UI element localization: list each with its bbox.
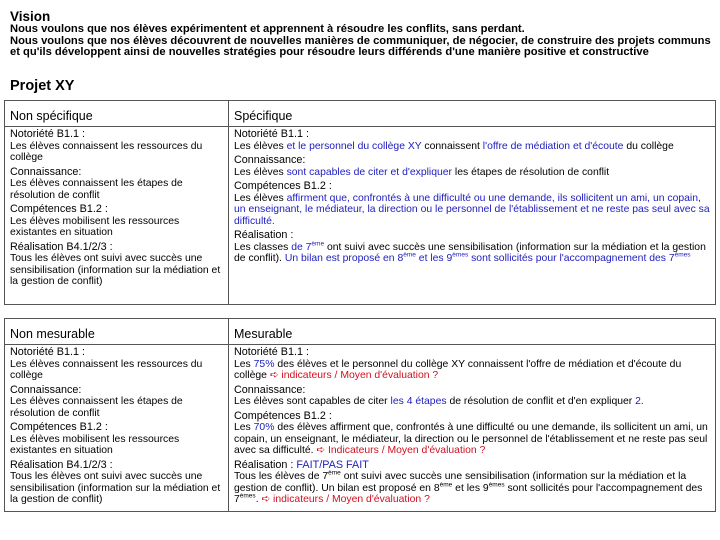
criterion-label [234,385,710,397]
text-segment: Réalisation : [234,229,294,241]
criterion-text [10,141,223,164]
column-header-non-specific: Non spécifique [5,101,229,127]
text-segment: . [255,494,262,505]
text-segment: les étapes de résolution de conflit [452,166,610,178]
criterion-label [10,385,223,397]
text-segment: Tous les élèves ont suivi avec succès une sensibilisation (information sur la médiation et la gestion de conflit) [10,253,221,287]
text-segment: Les élèves [234,192,287,204]
text-segment: Compétences B1.2 : [10,203,108,215]
text-segment: Réalisation B4.1/2/3 : [10,240,113,253]
evaluation-note: ➪ indicateurs / Moyen d'évaluation ? [261,494,430,505]
criterion-label [10,460,223,472]
criterion-label [234,411,710,423]
text-segment: les 4 étapes [390,396,447,407]
text-segment: Connaissance: [10,165,82,178]
vision-line: Nous voulons que nos élèves découvrent de nouvelles manières de communiquer, de négocier, de construire des projets communs et qu'ils développent ainsi de nouvelles stratégies pour résoudre leurs différends d'une manière positive et constructive [10,34,711,59]
criterion-text [234,141,710,153]
text-segment: Les élèves [234,166,287,178]
text-segment: èmes [452,251,469,259]
criterion-block [10,129,223,164]
text-segment: Un bilan est proposé en 8 [284,253,404,264]
criterion-label [10,129,223,141]
text-segment: affirment que, confrontés à une difficulté ou une demande, ils sollicitent un ami, un copain, un enseignant, le médiateur, la direction ou le personnel de l'établissement et ne reste pas seul avec sa difficulté. [234,192,710,227]
criterion-text [234,193,710,228]
criterion-block [234,129,710,152]
text-segment: ème [328,469,341,477]
criterion-label [10,347,223,359]
text-segment: Réalisation : [234,458,297,471]
text-segment: ont suivi avec succès une sensibilisation (information sur la médiation et la gestion de conflit). Un bilan est proposé en 8 [234,471,687,494]
criterion-label [10,167,223,179]
criterion-label [10,242,223,254]
text-segment: Les [234,422,254,433]
criterion-text [234,422,710,457]
text-segment: Compétences B1.2 : [10,421,108,433]
text-segment: Notoriété [10,128,54,140]
vision-line: Nous voulons que nos élèves expérimentent et apprennent à résoudre les conflits, sans perdant. [10,23,525,35]
text-segment: ont suivi avec succès une sensibilisation (information sur la médiation et la gestion de conflit). [234,241,706,264]
vision-section [10,10,715,59]
criterion-label [234,155,710,167]
text-segment: et les 9 [415,253,453,264]
text-segment: Réalisation B4.1/2/3 : [10,458,113,471]
text-segment: et le personnel du collège XY [286,140,422,152]
non-specific-cell [5,127,229,305]
measurable-table [4,318,716,512]
criterion-block [10,347,223,382]
text-segment: sont capables de citer et d'expliquer [286,166,453,178]
criterion-text [234,359,710,382]
criterion-label [234,230,710,242]
text-segment: èmes [674,251,691,259]
text-segment: Notoriété B1.1 : [234,346,310,358]
text-segment: ème [403,251,416,259]
text-segment: Compétences B1.2 : [234,180,332,192]
text-segment: 70% [253,422,275,433]
vision-title: Vision [10,9,51,24]
text-segment: Les élèves mobilisent les ressources existantes en situation [10,215,180,238]
measurable-cell [229,345,716,512]
criterion-block [234,230,710,265]
text-segment: de 7 [291,241,312,253]
text-segment: èmes [239,492,256,500]
text-segment: et les 9 [452,482,489,494]
text-segment: Notoriété B1.1 : [234,128,310,140]
criterion-text [10,396,223,419]
column-header-specific: Spécifique [229,101,716,127]
criterion-text [234,167,710,179]
text-segment: l'offre de médiation et d'écoute [482,140,624,152]
text-segment: du collège [623,140,674,152]
criterion-text [10,178,223,201]
text-segment: ème [311,240,325,248]
specific-table [4,100,716,305]
criterion-text [10,216,223,239]
criterion-text [10,359,223,382]
text-segment: Compétences B1.2 : [234,409,332,422]
text-segment: Connaissance: [10,383,82,396]
text-segment: sont sollicités pour l'accompagnement des 7 [234,482,703,505]
text-segment: Les élèves connaissent les étapes de résolution de conflit [10,396,183,419]
text-segment: èmes [488,481,505,489]
criterion-text [234,242,710,265]
text-segment: Tous les élèves de 7 [234,471,329,482]
criterion-text [234,396,710,408]
text-segment: sont sollicités pour l'accompagnement des 7 [468,253,675,264]
text-segment: Les élèves sont capables de citer [234,396,391,407]
text-segment: 75% [253,358,275,370]
text-segment: Connaissance: [234,383,306,396]
criterion-block [234,411,710,457]
text-segment: Notoriété B1.1 : [10,346,86,358]
criterion-text [10,471,223,506]
criterion-block [234,155,710,178]
specific-cell [229,127,716,305]
text-segment: Connaissance: [234,154,306,166]
text-segment: Les élèves mobilisent les ressources existantes en situation [10,433,180,456]
criterion-block [234,460,710,506]
criterion-text [10,253,223,288]
text-segment: Les élèves connaissent les ressources du collège [10,140,203,163]
criterion-text [234,471,710,506]
non-measurable-cell [5,345,229,512]
criterion-block [234,181,710,227]
text-segment: Les élèves connaissent les ressources du collège [10,358,203,381]
criterion-block [10,460,223,506]
column-header-measurable: Mesurable [229,319,716,345]
criterion-block [10,242,223,288]
project-title: Projet XY [10,78,75,94]
text-segment: ème [439,481,453,489]
criterion-label [234,129,710,141]
text-segment: connaissent [421,140,483,152]
text-segment: Les classes [234,241,292,253]
evaluation-note: ➪ indicateurs / Moyen d'évaluation ? [269,370,439,381]
text-segment: Les élèves connaissent les étapes de résolution de conflit [10,178,183,201]
text-segment: 2. [635,396,644,407]
criterion-block [10,167,223,202]
criterion-block [234,385,710,408]
criterion-block [234,347,710,382]
criterion-text [10,434,223,457]
text-segment: Tous les élèves ont suivi avec succès une sensibilisation (information sur la médiation et la gestion de conflit) [10,471,221,505]
text-segment: des élèves et le personnel du collège XY connaissent l'offre de médiation et d'écoute du collège [234,358,682,381]
column-header-non-measurable: Non mesurable [5,319,229,345]
criterion-label [234,460,710,472]
criterion-label [234,347,710,359]
criterion-block [10,385,223,420]
text-segment: B1.1 : [53,128,86,140]
criterion-label [10,204,223,216]
evaluation-note: ➪ Indicateurs / Moyen d'évaluation ? [316,445,486,456]
criterion-block [10,204,223,239]
text-segment: des élèves affirment que, confrontés à une difficulté ou une demande, ils sollicitent un ami, un copain, un enseignant, le médiateur, la direction ou le personnel de l'établissement et ne reste pas seul avec sa difficulté. [234,422,708,456]
text-segment: FAIT/PAS FAIT [296,458,369,471]
text-segment: Les élèves [234,140,287,152]
criterion-label [234,181,710,193]
text-segment: de résolution de conflit et d'en expliquer [446,396,636,407]
criterion-block [10,422,223,457]
criterion-label [10,422,223,434]
text-segment: Les [234,358,254,370]
